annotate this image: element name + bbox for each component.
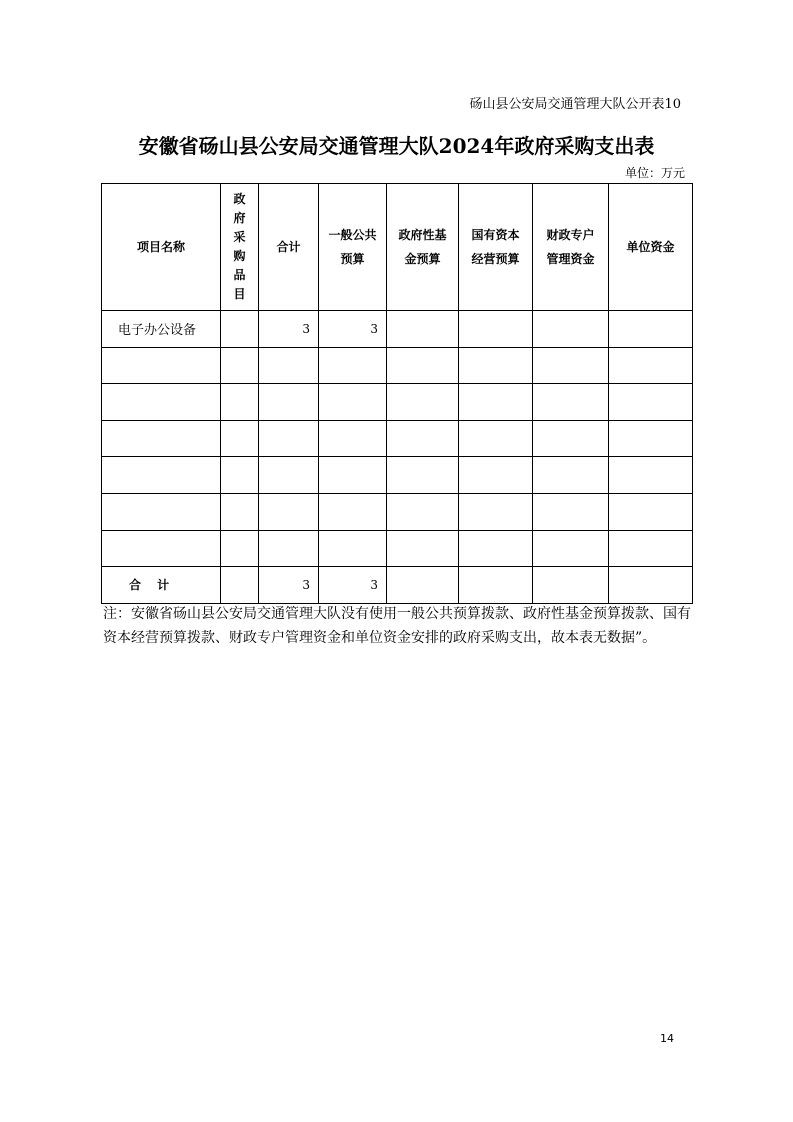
header-line: 管理资金 (546, 252, 595, 266)
table-row (102, 311, 693, 348)
unit-label: 单位：万元 (624, 166, 685, 180)
table-row-empty (102, 420, 693, 457)
header-line: 采 (233, 230, 246, 244)
col-header-item-name: 项目名称 (102, 184, 221, 311)
header-line: 金预算 (404, 252, 441, 266)
col-header-general-budget (319, 184, 387, 311)
header-line: 政府性基 (398, 228, 447, 242)
total-general-budget: 3 (319, 567, 387, 604)
table-row-empty (102, 530, 693, 567)
header-line: 购 (233, 249, 246, 263)
table-row-empty (102, 347, 693, 384)
col-header-state-capital-budget (459, 184, 533, 311)
page-number: 14 (660, 1032, 674, 1045)
table-row-empty (102, 457, 693, 494)
header-line: 目 (233, 287, 246, 301)
table-row-empty (102, 384, 693, 421)
cell-item-name: 电子办公设备 (102, 311, 221, 348)
header-line: 预算 (340, 252, 365, 266)
cell-general-budget: 3 (319, 311, 387, 348)
page-title: 安徽省砀山县公安局交通管理大队2024年政府采购支出表 (138, 134, 655, 158)
table-total-row (102, 567, 693, 604)
procurement-table (101, 183, 693, 604)
cell-special-account (533, 311, 609, 348)
header-line: 经营预算 (471, 252, 520, 266)
header-line: 品 (233, 268, 246, 282)
header-line: 政 (233, 192, 246, 206)
document-id: 砀山县公安局交通管理大队公开表10 (469, 97, 681, 112)
header-line: 财政专户 (546, 228, 595, 242)
col-header-category (221, 184, 259, 311)
footnote: 注：安徽省砀山县公安局交通管理大队没有使用一般公共预算拨款、政府性基金预算拨款、国有资本经营预算拨款、财政专户管理资金和单位资金安排的政府采购支出，故本表无数据”。 (103, 606, 691, 646)
header-line: 国有资本 (471, 228, 520, 242)
total-label: 合 计 (102, 567, 221, 604)
col-header-total: 合计 (259, 184, 319, 311)
table-header-row (102, 184, 693, 311)
cell-category (221, 311, 259, 348)
col-header-unit-funds: 单位资金 (609, 184, 693, 311)
header-line: 一般公共 (328, 228, 377, 242)
col-header-fund-budget (387, 184, 459, 311)
total-sum: 3 (259, 567, 319, 604)
cell-fund-budget (387, 311, 459, 348)
table-row-empty (102, 493, 693, 530)
cell-total: 3 (259, 311, 319, 348)
col-header-special-account (533, 184, 609, 311)
header-line: 府 (233, 211, 246, 225)
cell-state-capital (459, 311, 533, 348)
cell-unit-funds (609, 311, 693, 348)
